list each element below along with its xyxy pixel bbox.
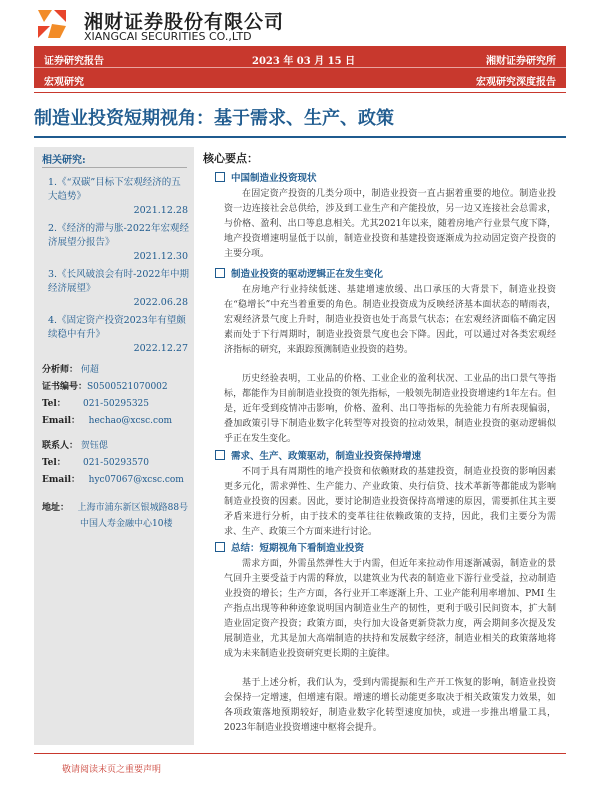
related-date-1: 2021.12.28 (133, 205, 188, 216)
checkbox-icon (215, 268, 225, 278)
contact-email[interactable]: Email： hyc07067@xcsc.com (42, 475, 184, 485)
section-title-4: 总结：短期视角下看制造业投资 (215, 540, 364, 554)
footer-disclaimer[interactable]: 敬请阅读末页之重要声明 (62, 765, 162, 775)
section-title-3: 需求、生产、政策驱动，制造业投资保持增速 (215, 448, 421, 462)
report-date: 2023 年 03 月 15 日 (252, 56, 356, 67)
section-4-paragraph-2: 基于上述分析，我们认为，受到内需提振和生产开工恢复的影响，制造业投资会保持一定增速，但增速有限。增速的增长动能更多取决于相关政策发力效果，如各项政策落地预期较好，制造业数字化转型速度加快，或进一步推出增量工具，2023年制造业投资增速中枢将会提升。 (224, 678, 556, 733)
report-type: 证券研究报告 (44, 56, 104, 67)
key-points-heading: 核心要点： (203, 152, 258, 165)
section-title-2: 制造业投资的驱动逻辑正在发生变化 (215, 266, 383, 280)
institute-name: 湘财证券研究所 (486, 56, 556, 67)
header-divider (34, 67, 566, 68)
section-3-paragraph: 不同于具有周期性的地产投资和依赖财政的基建投资，制造业投资的影响因素更多元化，需求弹性、生产能力、产业政策、央行信贷、技术革新等都能成为影响制造业投资的因素。因此，要讨论制造业投资保持高增速的原因，需要抓住其主要矛盾来进行分析，由于技术的变革往往依赖政策的支持，因此，我们主要分为需求、生产、政策三个方面来进行讨论。 (224, 467, 556, 537)
company-logo-icon (34, 6, 70, 42)
company-name-en: XIANGCAI SECURITIES CO.,LTD (84, 30, 252, 43)
section-title-1: 中国制造业投资现状 (215, 170, 317, 184)
section-4-paragraph-1: 需求方面，外需虽然弹性大于内需，但近年来拉动作用逐渐减弱，制造业的景气回升主要受益于内需的释放，以建筑业为代表的制造业下游行业受益，拉动制造业投资的增长；生产方面，各行业开工率逐渐上升、工业产能利用率增加、PMI 生产指点出现等种种迹象说明国内制造业生产的韧性，更利于吸引民间资本，扩大制造业固定资产投资；政策方面，央行加大设备更新贷款力度，两会期间多次提及发展制造业，尤其是加大高端制造的扶持和发展数字经济，制造业相关的政策落地将成为未来制造业投资研究更长期的主旋律。 (224, 559, 556, 659)
related-research-heading: 相关研究: (42, 155, 86, 166)
related-item-3[interactable]: 3.《长风破浪会有时-2022年中期经济展望》 (48, 269, 189, 294)
page-title: 制造业投资短期视角：基于需求、生产、政策 (34, 108, 394, 129)
section-2-paragraph-2: 历史经验表明，工业品的价格、工业企业的盈利状况、工业品的出口景气等指标，都能作为目前制造业投资的领先指标，一般领先制造业投资增速约1年左右。但是，近年受到疫情冲击影响，价格、盈利、出口等指标的先验能力有所表现偏弱，叠加政策引导下制造业数字化转型等对投资的拉动效果，制造业投资的驱动逻辑似乎正在发生变化。 (224, 374, 556, 444)
contact-name: 联系人： 贺钰偲 (42, 441, 108, 451)
checkbox-icon (215, 450, 225, 460)
section-1-paragraph: 在固定资产投资的几类分项中，制造业投资一直占据着重要的地位。制造业投资一边连接社会总供给，涉及到工业生产和产能投放，另一边又连接社会总需求，与价格、盈利、出口等息息相关。尤其2021年以来，随着房地产行业景气度下降，地产投资增速明显低于以前，制造业投资和基建投资逐渐成为拉动固定资产投资的主要分项。 (224, 189, 556, 259)
footer-rule (34, 753, 566, 754)
analyst-email[interactable]: Email： hechao@xcsc.com (42, 416, 173, 426)
report-subcategory: 宏观研究深度报告 (476, 77, 556, 88)
address-line-2: 中国人寿金融中心10楼 (80, 519, 173, 529)
contact-tel: Tel： 021-50293570 (42, 458, 150, 468)
sidebar-divider (42, 167, 187, 168)
address-line-1: 地址： 上海市浦东新区银城路88号 (42, 503, 189, 513)
title-rule (34, 136, 566, 138)
header-rule (34, 92, 566, 93)
related-item-4[interactable]: 4.《固定资产投资2023年有望颇续稳中有升》 (48, 315, 186, 340)
related-item-2[interactable]: 2.《经济的滞与胀-2022年宏观经济展望分报告》 (48, 223, 189, 248)
company-name-cn: 湘财证券股份有限公司 (84, 11, 285, 33)
report-category: 宏观研究 (44, 77, 84, 88)
related-date-3: 2022.06.28 (133, 297, 188, 308)
related-date-4: 2022.12.27 (133, 343, 188, 354)
analyst-cert: 证书编号：S0500521070002 (42, 382, 168, 392)
related-item-1[interactable]: 1.《“双碳”目标下宏观经济的五大趋势》 (48, 177, 181, 202)
analyst-name: 分析师： 何超 (42, 365, 99, 375)
checkbox-icon (215, 542, 225, 552)
related-date-2: 2021.12.30 (133, 251, 188, 262)
analyst-tel: Tel： 021-50295325 (42, 399, 150, 409)
section-2-paragraph-1: 在房地产行业持续低迷、基建增速放缓、出口承压的大背景下，制造业投资在“稳增长”中充当着重要的角色。制造业投资成为反映经济基本面状态的晴雨表，宏观经济景气度上升时，制造业投资也处于高景气状态；在宏观经济面临不确定因素而处于下行周期时，制造业投资景气度也会下降。因此，可以通过对各类宏观经济指标的研究，来跟踪预测制造业投资的趋势。 (224, 285, 556, 355)
checkbox-icon (215, 172, 225, 182)
